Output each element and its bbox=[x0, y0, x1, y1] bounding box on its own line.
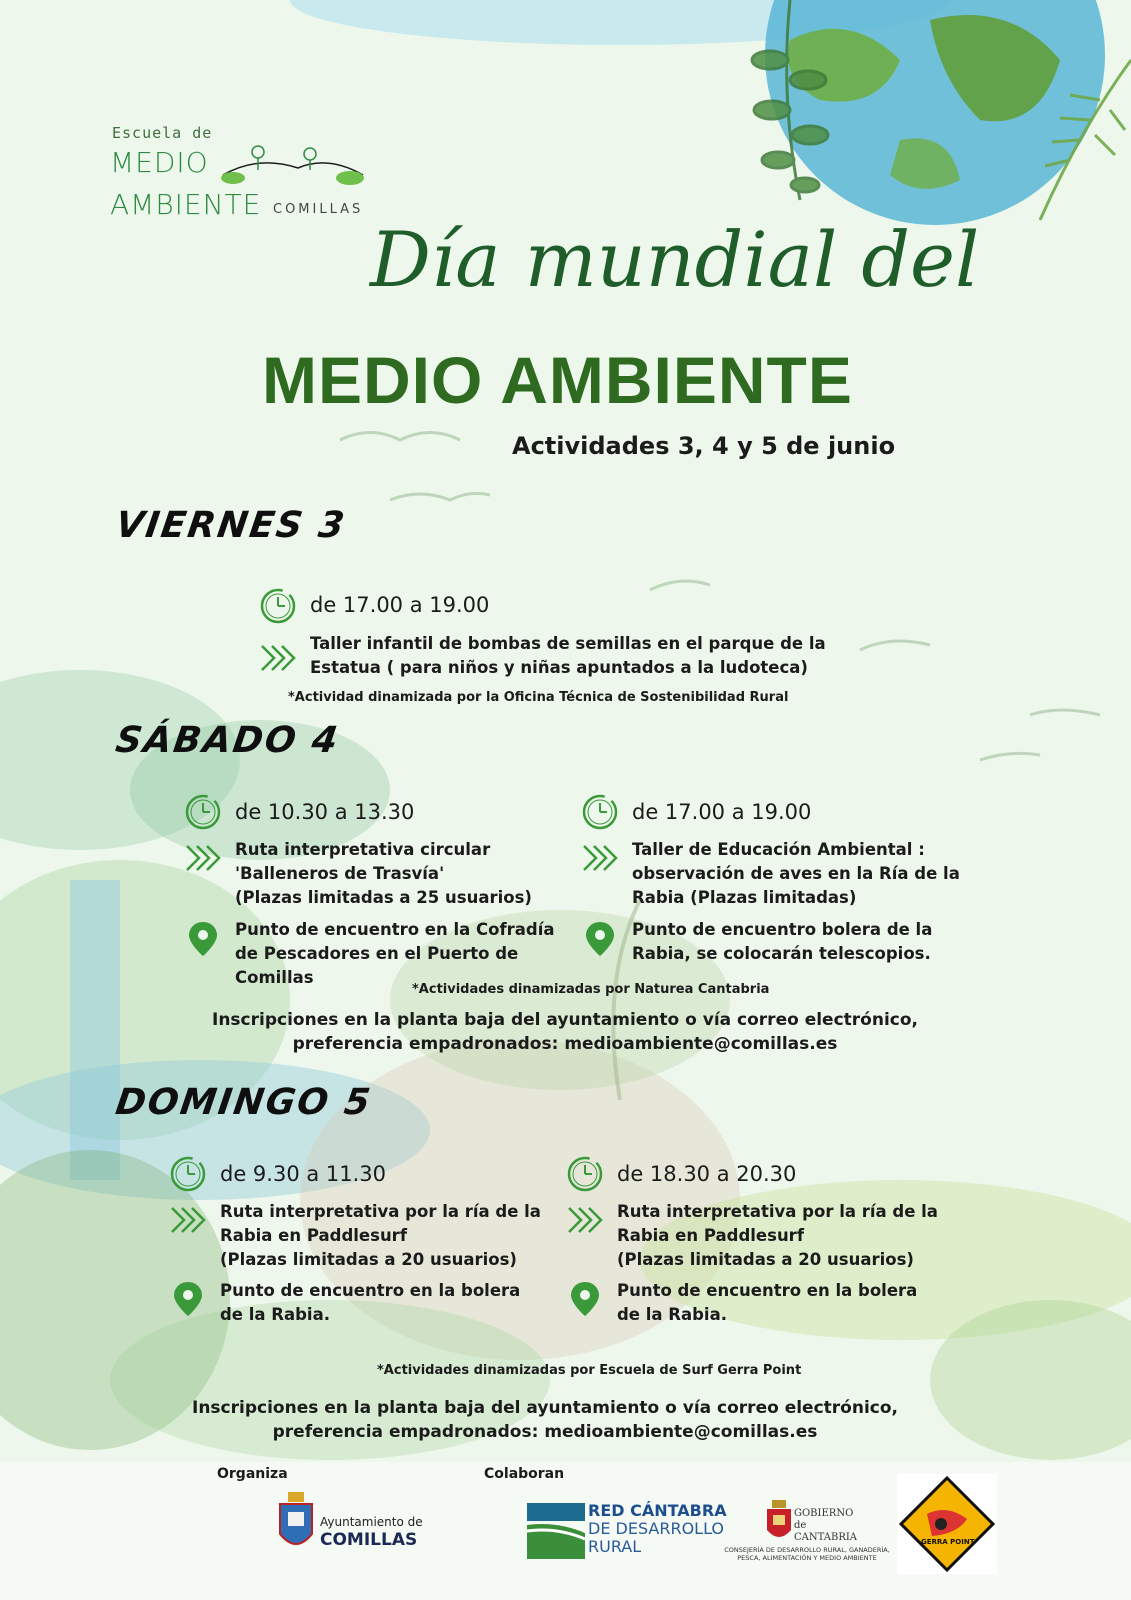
desc-viernes-line2: Estatua ( para niños y niñas apuntados a la ludoteca) bbox=[310, 658, 808, 677]
red-line1: RED CÁNTABRA bbox=[588, 1501, 727, 1520]
red-cantabra-logo-icon bbox=[527, 1503, 585, 1559]
subtitle-dates: Actividades 3, 4 y 5 de junio bbox=[512, 432, 896, 460]
colaboran-label: Colaboran bbox=[484, 1466, 565, 1482]
brand-line2: MEDIO bbox=[110, 146, 209, 179]
chevrons-icon bbox=[183, 838, 223, 878]
day-sabado: SÁBADO 4 bbox=[113, 720, 343, 761]
desc-line: Ruta interpretativa por la ría de la bbox=[617, 1202, 938, 1221]
red-line2: DE DESARROLLO bbox=[588, 1519, 725, 1538]
place-line: Comillas bbox=[235, 968, 314, 987]
gob-line5: PESCA, ALIMENTACIÓN Y MEDIO AMBIENTE bbox=[737, 1554, 877, 1562]
note-domingo: *Actividades dinamizadas por Escuela de Surf Gerra Point bbox=[377, 1363, 802, 1378]
desc-line: observación de aves en la Ría de la bbox=[632, 864, 960, 883]
desc-viernes-line1: Taller infantil de bombas de semillas en el parque de la bbox=[310, 634, 826, 653]
location-pin-icon bbox=[168, 1278, 208, 1318]
chevrons-icon bbox=[168, 1200, 208, 1240]
script-title: Día mundial del bbox=[370, 215, 980, 304]
desc-sabado-left bbox=[235, 838, 532, 910]
cantabria-coat-of-arms-icon bbox=[766, 1500, 792, 1542]
desc-sabado-right bbox=[632, 838, 960, 910]
desc-line: 'Balleneros de Trasvía' bbox=[235, 864, 445, 883]
place-line: Rabia, se colocarán telescopios. bbox=[632, 944, 931, 963]
place-line: de la Rabia. bbox=[617, 1305, 727, 1324]
time-domingo-left: de 9.30 a 11.30 bbox=[220, 1162, 387, 1186]
desc-line: (Plazas limitadas a 20 usuarios) bbox=[617, 1250, 914, 1269]
place-domingo-left bbox=[220, 1279, 520, 1327]
ayto-label: Ayuntamiento de bbox=[320, 1515, 423, 1529]
chevrons-icon bbox=[580, 838, 620, 878]
place-line: Punto de encuentro en la Cofradía bbox=[235, 920, 555, 939]
place-domingo-right bbox=[617, 1279, 917, 1327]
inscription-domingo bbox=[140, 1396, 950, 1444]
brand-line3: AMBIENTE bbox=[110, 188, 262, 221]
location-pin-icon bbox=[580, 918, 620, 958]
red-line3: RURAL bbox=[588, 1537, 642, 1556]
place-sabado-left bbox=[235, 918, 555, 990]
location-pin-icon bbox=[183, 918, 223, 958]
desc-line: (Plazas limitadas a 25 usuarios) bbox=[235, 888, 532, 907]
time-viernes: de 17.00 a 19.00 bbox=[310, 593, 490, 617]
desc-line: Taller de Educación Ambiental : bbox=[632, 840, 925, 859]
inscription-line2: preferencia empadronados: medioambiente@comillas.es bbox=[292, 1034, 838, 1054]
surf-sign-icon bbox=[897, 1474, 997, 1574]
time-sabado-right: de 17.00 a 19.00 bbox=[632, 800, 812, 824]
desc-line: Rabia (Plazas limitadas) bbox=[632, 888, 857, 907]
gob-line3: CANTABRIA bbox=[794, 1532, 858, 1543]
gerra-point-logo bbox=[897, 1474, 997, 1574]
inscription-line1: Inscripciones en la planta baja del ayuntamiento o vía correo electrónico, bbox=[192, 1398, 898, 1418]
brand-town: COMILLAS bbox=[273, 202, 364, 217]
brand-hills-icon bbox=[218, 140, 368, 190]
inscription-line2: preferencia empadronados: medioambiente@comillas.es bbox=[272, 1422, 818, 1442]
day-domingo: DOMINGO 5 bbox=[113, 1082, 375, 1123]
time-domingo-right: de 18.30 a 20.30 bbox=[617, 1162, 797, 1186]
desc-domingo-left bbox=[220, 1200, 541, 1272]
place-line: Punto de encuentro en la bolera bbox=[617, 1281, 918, 1300]
desc-viernes bbox=[310, 632, 826, 680]
desc-domingo-right bbox=[617, 1200, 938, 1272]
inscription-sabado bbox=[160, 1008, 970, 1056]
consejeria-text bbox=[722, 1546, 892, 1562]
place-line: de Pescadores en el Puerto de bbox=[235, 944, 519, 963]
clock-icon bbox=[580, 792, 620, 832]
main-title: MEDIO AMBIENTE bbox=[262, 343, 853, 417]
clock-icon bbox=[258, 586, 298, 626]
clock-icon bbox=[183, 792, 223, 832]
desc-line: Rabia en Paddlesurf bbox=[617, 1226, 805, 1245]
gobierno-text bbox=[794, 1508, 857, 1544]
place-line: Punto de encuentro en la bolera bbox=[220, 1281, 521, 1300]
chevrons-icon bbox=[565, 1200, 605, 1240]
place-sabado-right bbox=[632, 918, 932, 966]
day-viernes: VIERNES 3 bbox=[113, 505, 349, 546]
gerra-point-text: GERRA POINT bbox=[921, 1538, 975, 1546]
desc-line: Ruta interpretativa circular bbox=[235, 840, 491, 859]
desc-line: Rabia en Paddlesurf bbox=[220, 1226, 408, 1245]
ayto-name: COMILLAS bbox=[320, 1530, 418, 1550]
organiza-label: Organiza bbox=[217, 1466, 288, 1482]
gob-line2: de bbox=[794, 1520, 807, 1531]
desc-line: Ruta interpretativa por la ría de la bbox=[220, 1202, 541, 1221]
gob-line1: GOBIERNO bbox=[794, 1508, 854, 1519]
inscription-line1: Inscripciones en la planta baja del ayuntamiento o vía correo electrónico, bbox=[212, 1010, 918, 1030]
brand-line1: Escuela de bbox=[112, 124, 213, 142]
red-cantabra-text bbox=[588, 1502, 727, 1556]
time-sabado-left: de 10.30 a 13.30 bbox=[235, 800, 415, 824]
note-sabado: *Actividades dinamizadas por Naturea Cantabria bbox=[412, 982, 770, 997]
place-line: Punto de encuentro bolera de la bbox=[632, 920, 933, 939]
comillas-coat-of-arms-icon bbox=[276, 1490, 316, 1556]
note-viernes: *Actividad dinamizada por la Oficina Técnica de Sostenibilidad Rural bbox=[288, 690, 789, 705]
chevrons-icon bbox=[258, 638, 298, 678]
gob-line4: CONSEJERÍA DE DESARROLLO RURAL, GANADERÍA, bbox=[724, 1546, 890, 1554]
clock-icon bbox=[565, 1154, 605, 1194]
location-pin-icon bbox=[565, 1278, 605, 1318]
clock-icon bbox=[168, 1154, 208, 1194]
desc-line: (Plazas limitadas a 20 usuarios) bbox=[220, 1250, 517, 1269]
place-line: de la Rabia. bbox=[220, 1305, 330, 1324]
